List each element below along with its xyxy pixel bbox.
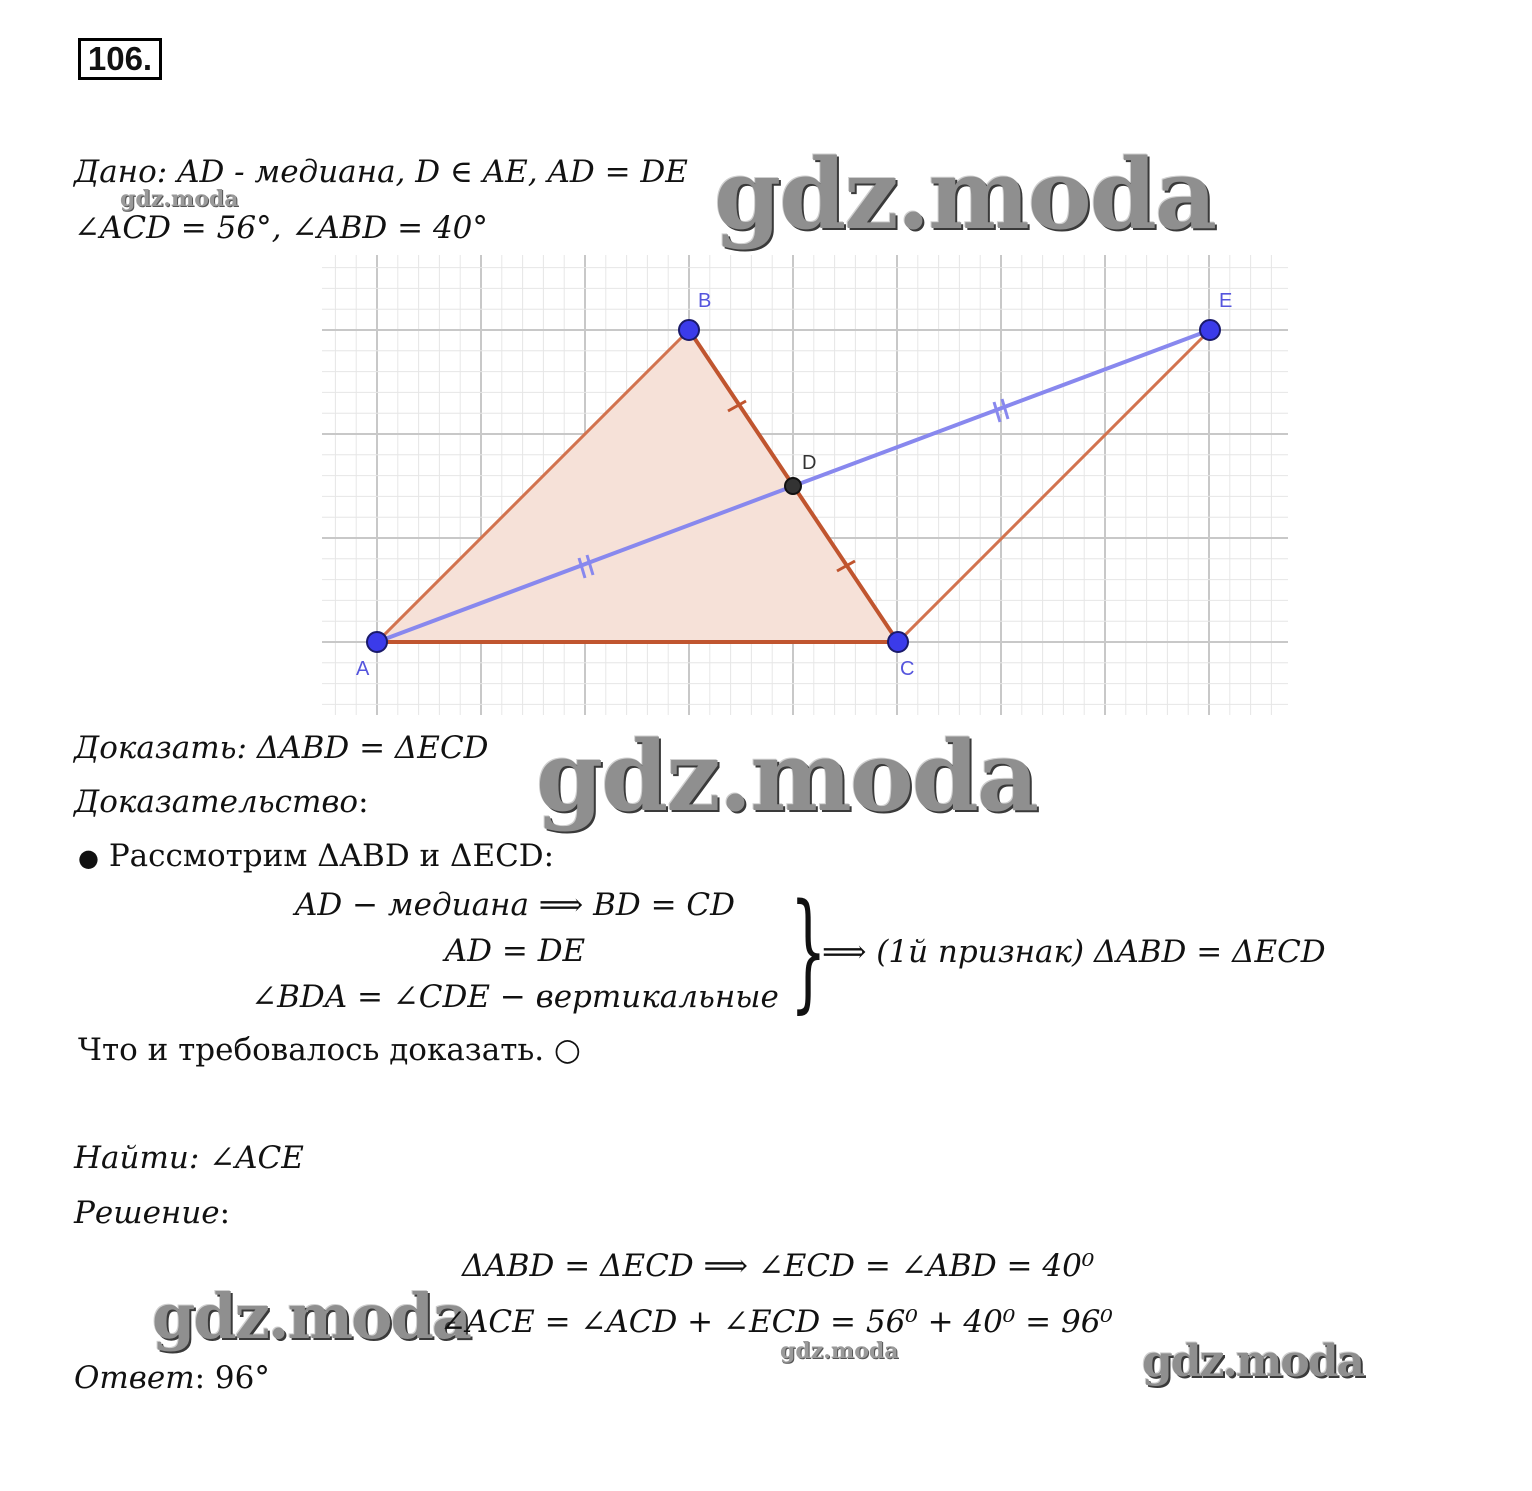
- bullet: ●: [78, 844, 99, 872]
- solution-line-1: ΔABD = ΔECD ⟹ ∠ECD = ∠ABD = 40⁰: [462, 1248, 1095, 1284]
- prove-line: [74, 730, 489, 766]
- watermark-1: gdz.moda: [714, 138, 1216, 251]
- qed-line: Что и требовалось доказать. ○: [78, 1032, 581, 1068]
- proof-colon: :: [358, 784, 369, 820]
- label-b: B: [698, 290, 712, 312]
- watermark-small-1: gdz.moda: [120, 186, 239, 212]
- point-e: [1200, 320, 1220, 340]
- answer-value: : 96°: [194, 1360, 270, 1396]
- prove-label: Доказать: [74, 730, 237, 766]
- given-condition: : AD - медиана, D ∈ AE, AD = DE: [156, 154, 688, 190]
- proof-conclusion: ⟹ (1й признак) ΔABD = ΔECD: [822, 934, 1326, 970]
- point-a: [367, 632, 387, 652]
- solution-line-2: ∠ACE = ∠ACD + ∠ECD = 56⁰ + 40⁰ = 96⁰: [440, 1304, 1113, 1340]
- geometry-figure: [322, 255, 1288, 715]
- grid: [322, 255, 1288, 715]
- find-line: [74, 1140, 304, 1176]
- proof-step-3: ∠BDA = ∠CDE − вертикальные: [251, 979, 779, 1015]
- point-d: [785, 478, 801, 494]
- proof-consider: [78, 838, 554, 876]
- label-d: D: [802, 452, 817, 474]
- solution-label: Решение: [74, 1195, 220, 1231]
- answer-label: Ответ: [74, 1360, 195, 1396]
- triangle-abc-fill: [377, 330, 898, 642]
- given-label: Дано: [74, 154, 157, 190]
- prove-statement: : ΔABD = ΔECD: [236, 730, 489, 766]
- answer-line: [74, 1360, 270, 1396]
- solution-heading: [74, 1195, 230, 1231]
- proof-step-1: AD − медиана ⟹ BD = CD: [294, 887, 735, 923]
- proof-label: Доказательство: [74, 784, 359, 820]
- proof-step-2: AD = DE: [444, 933, 586, 969]
- point-c: [888, 632, 908, 652]
- label-e: E: [1219, 290, 1233, 312]
- segment-ce: [898, 330, 1210, 642]
- find-label: Найти: [74, 1140, 189, 1176]
- label-a: A: [356, 658, 370, 680]
- point-b: [679, 320, 699, 340]
- system-brace: }: [790, 877, 827, 1026]
- watermark-2: gdz.moda: [536, 720, 1038, 833]
- watermark-small-2: gdz.moda: [780, 1338, 899, 1364]
- watermark-4: gdz.moda: [1142, 1336, 1364, 1387]
- proof-heading: [74, 784, 369, 820]
- watermark-3: gdz.moda: [152, 1280, 470, 1353]
- find-target: : ∠ACE: [188, 1140, 304, 1176]
- solution-colon: :: [219, 1195, 231, 1231]
- consider-text: Рассмотрим ΔABD и ΔECD:: [108, 838, 555, 874]
- given-line-2: ∠ACD = 56°, ∠ABD = 40°: [74, 210, 488, 246]
- problem-number: 106.: [78, 38, 162, 80]
- given-line-1: [74, 154, 688, 190]
- label-c: C: [900, 658, 915, 680]
